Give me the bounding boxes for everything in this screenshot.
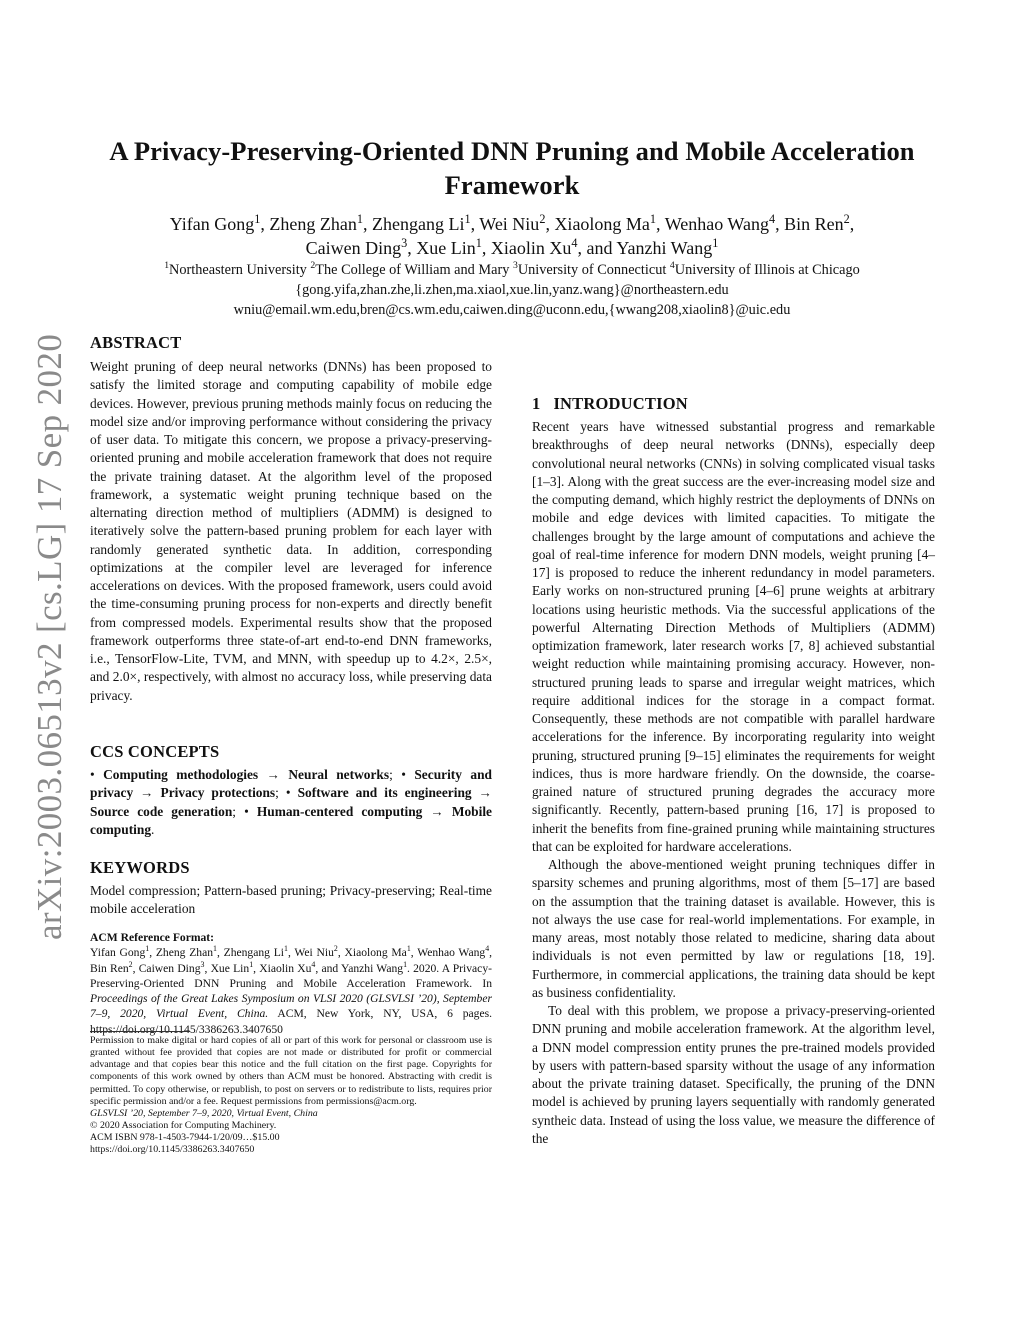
permission-isbn: ACM ISBN 978-1-4503-7944-1/20/09…$15.00: [90, 1132, 280, 1144]
abstract-body: [90, 358, 492, 705]
ccs-item: Computing methodologies → Neural networks: [103, 767, 390, 782]
intro-heading: [532, 394, 688, 414]
permission-conf: GLSVLSI ’20, September 7–9, 2020, Virtual Event, China: [90, 1107, 318, 1119]
author-name: Caiwen Ding: [305, 238, 402, 258]
keywords-text: Model compression; Pattern-based pruning; Privacy-preserving; Real-time mobile acceleration: [90, 883, 492, 917]
acm-ref-heading: ACM Reference Format:: [90, 931, 215, 944]
email-line-2: wniu@email.wm.edu,bren@cs.wm.edu,caiwen.ding@uconn.edu,{wwang208,xiaolin8}@uic.edu: [233, 302, 791, 318]
author-list-line-2: Caiwen Ding$^3$, Xue Lin$^1$, Xiaolin Xu$^4$, and Yanzhi Wang$^1$: [305, 236, 719, 258]
acm-reference: ACM Reference Format: Yifan Gong$^1$, Zheng Zhan$^1$, Zhengang Li$^1$, Wei Niu$^2$, Xiaolong Ma$^1$, Wenhao Wang$^4$, Bin Ren$^2$, Caiwen Ding$^3$, Xue Lin$^1$, Xiaolin Xu$^4$, and Yanzhi Wang$^1$. 2020. A Privacy-Preserving-Oriented DNN Pruning and Mobile Acceleration Framework. In Proceedings of the Great Lakes Symposium on VLSI 2020 (GLSVLSI ’20), September 7–9, 2020, Virtual Event, China. ACM, New York, NY, USA, 6 pages. https://doi.org/10.1145/3386263.3407650: [90, 931, 493, 1036]
author-name: Yifan Gong: [169, 214, 255, 234]
intro-paragraph-1: Recent years have witnessed substantial progress and remarkable breakthroughs of deep neural networks (DNNs), especially deep convolutional neural networks (CNNs) in solving complicated visual tasks [1–3]. Along with the great success are the ever-increasing model size and the computing demand, which highly restrict the deployments of DNNs on mobile and edge devices with limited capacities. To mitigate the challenges brought by the large amount of computations and achieve the goal of real-time inference for modern DNN models, weight pruning [4–17] is proposed to reduce the inherent redundancy in model parameters. Early works on non-structured pruning [4–6] prune weights at arbitrary locations using heuristic methods. Via the successful applications of the powerful Alternating Direction Methods of Multipliers (ADMM) optimization framework, later research works [7, 8] achieved substantial weight reduction while maintaining promising accuracy. However, non-structured pruning leads to sparse and irregular weight matrices, which require additional indices for the storage in a compact format. Consequently, these methods are not compatible with parallel hardware accelerations for the inference. By incorporating regularity into weight pruning, structured pruning [9–15] eliminates the requirements for weight indices, thus is more hardware friendly. On the downside, the coarse-grained nature of structured pruning degrades the accuracy more significantly. Recently, pattern-based pruning [16, 17] is proposed to inherit the benefits from fine-grained pruning while maintaining structures that can be exploited for hardware accelerations.: [532, 419, 935, 854]
intro-paragraph-3: To deal with this problem, we propose a privacy-preserving-oriented DNN pruning and mobile acceleration framework. At the algorithm level, a DNN model compression entity prunes the pre-trained models provided by users with pattern-based sparsity without the usage of any information about the private training dataset. Specifically, the pruning of the DNN model is achieved by pruning layers sequentially with randomly generated syntheic data. Instead of using the loss value, we measure the difference of the: [532, 1003, 935, 1146]
permission-doi-link[interactable]: https://doi.org/10.1145/3386263.3407650: [90, 1144, 255, 1156]
ccs-item: Software and its engineering → Source code generation: [90, 785, 492, 819]
author-name: Wei Niu: [479, 214, 540, 234]
ccs-item: Security and privacy → Privacy protections: [90, 767, 492, 801]
acm-ref-title: 2020. A Privacy-Preserving-Oriented DNN Pruning and Mobile Acceleration Framework. In: [90, 961, 492, 990]
arxiv-stamp: arXiv:2003.06513v2 [cs.LG] 17 Sep 2020: [30, 333, 69, 940]
footnote-divider: [90, 1031, 190, 1032]
author-name: Wenhao Wang: [664, 214, 769, 234]
acm-ref-doi[interactable]: ACM, New York, NY, USA, 6 pages. https://doi.org/10.1145/3386263.3407650: [90, 1007, 493, 1036]
ccs-heading: CCS CONCEPTS: [90, 742, 220, 761]
ccs-concepts: • Computing methodologies → Neural networks; • Security and privacy → Privacy protections; • Software and its engineering → Source code generation; • Human-centered computing → Mobile computing.: [90, 767, 492, 837]
permission-block: [90, 1035, 492, 1157]
abstract-heading: ABSTRACT: [90, 333, 182, 352]
author-name: Zhengang Li: [371, 214, 465, 234]
intro-heading-number: 1: [532, 394, 541, 413]
author-list-line-1: Yifan Gong$^1$, Zheng Zhan$^1$, Zhengang Li$^1$, Wei Niu$^2$, Xiaolong Ma$^1$, Wenhao Wang$^4$, Bin Ren$^2$,: [169, 212, 855, 234]
author-name: Xiaolong Ma: [554, 214, 650, 234]
acm-ref-venue: Proceedings of the Great Lakes Symposium on VLSI 2020 (GLSVLSI ’20), September 7–9, 2020, Virtual Event, China.: [90, 992, 492, 1021]
author-name: Xiaolin Xu: [490, 238, 572, 258]
intro-heading-title: INTRODUCTION: [553, 394, 688, 413]
keywords-body: [90, 882, 492, 919]
ccs-item: Human-centered computing → Mobile computing: [90, 803, 492, 837]
paper-title: A Privacy-Preserving-Oriented DNN Pruning and Mobile Acceleration Framework: [109, 136, 915, 200]
author-name: Bin Ren: [784, 214, 844, 234]
author-name: Zheng Zhan: [269, 214, 357, 234]
abstract-text: Weight pruning of deep neural networks (DNNs) has been proposed to satisfy the limited storage and computing capability of mobile edge devices. However, previous pruning methods mainly focus on reducing the model size and/or improving performance without considering the privacy of user data. To mitigate this concern, we propose a privacy-preserving-oriented pruning and mobile acceleration framework that does not require the private training dataset. At the algorithm level of the proposed framework, a systematic weight pruning technique based on the alternating direction method of multipliers (ADMM) is designed to iteratively solve the pattern-based pruning problem for each layer with randomly generated synthetic data. In addition, corresponding optimizations at the compiler level are leveraged for inference accelerations on devices. With the proposed framework, users could avoid the time-consuming pruning process for non-experts and directly benefit from compressed models. Experimental results show that the proposed framework outperforms three state-of-art end-to-end DNN frameworks, i.e., TensorFlow-Lite, TVM, and MNN, with speedup up to 4.2×, 2.5×, and 2.0×, respectively, with almost no accuracy loss, while preserving data privacy.: [90, 359, 492, 703]
author-name: Yanzhi Wang: [616, 238, 713, 258]
intro-paragraph-2: Although the above-mentioned weight pruning techniques differ in sparsity schemes and pruning algorithms, most of them [5–17] are based on the assumption that the training dataset is available. However, this is not always the use case for real-world implementations. For example, in many areas, most notably those related to medicine, sharing data about individuals is not even permitted by law or regulations [18, 19]. Furthermore, in commercial applications, the training data should be kept as business confidentiality.: [532, 857, 935, 1000]
affiliations: $^1$Northeastern University $^2$The College of William and Mary $^3$University of Connecticut $^4$University of Illinois at Chicago: [164, 260, 860, 278]
intro-body: [532, 418, 935, 1148]
permission-text: Permission to make digital or hard copies of all or part of this work for personal or classroom use is granted without fee provided that copies are not made or distributed for profit or commercial advantage and that copies bear this notice and the full citation on the first page. Copyrights for components of this work owned by others than ACM must be honored. Abstracting with credit is permitted. To copy otherwise, or republish, to post on servers or to redistribute to lists, requires prior specific permission and/or a fee. Request permissions from permissions@acm.org.: [90, 1035, 492, 1107]
author-name: Xue Lin: [416, 238, 476, 258]
permission-copyright: © 2020 Association for Computing Machinery.: [90, 1120, 277, 1132]
keywords-heading: KEYWORDS: [90, 858, 190, 877]
email-line-1: {gong.yifa,zhan.zhe,li.zhen,ma.xiaol,xue.lin,yanz.wang}@northeastern.edu: [295, 282, 729, 298]
